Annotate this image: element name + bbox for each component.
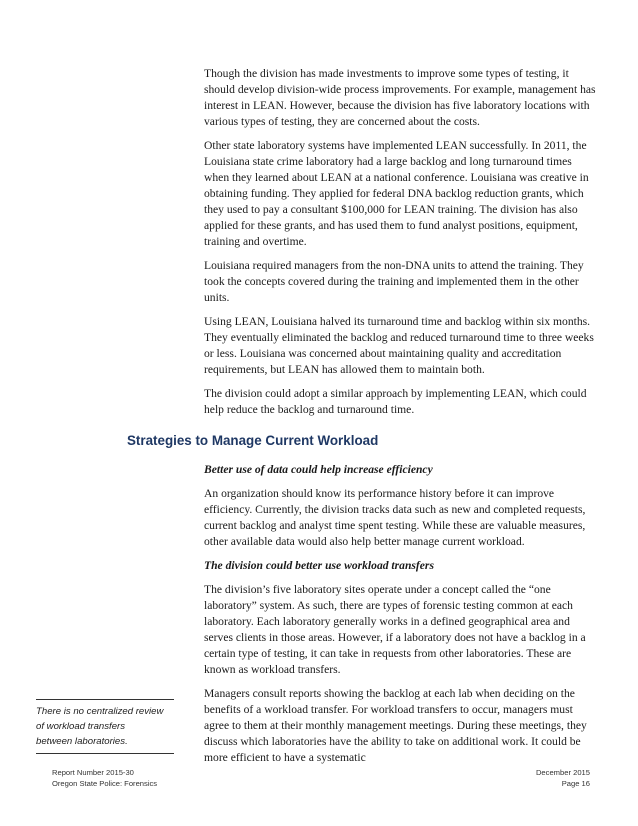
subsection-heading-transfers: The division could better use workload transfers bbox=[204, 559, 434, 572]
footer-left bbox=[52, 767, 157, 789]
paragraph-louisiana-funding: Other state laboratory systems have implemented LEAN successfully. In 2011, the Louisiana state crime laboratory had a large backlog and long turnaround times when they learned about LEAN at a national conference. Louisiana was creative in obtaining funding. They applied for federal DNA backlog reduction grants, which they used to pay a consultant $100,000 for LEAN training. The division has also applied for these grants, and has used them to fund analyst positions, equipment, training and overtime. bbox=[204, 139, 589, 248]
body-text-lower bbox=[204, 462, 596, 774]
paragraph-louisiana-training: Louisiana required managers from the non-DNA units to attend the training. They took the concepts covered during the training and implemented them in the other units. bbox=[204, 259, 584, 304]
paragraph-management-meetings: Managers consult reports showing the backlog at each lab when deciding on the benefits of a workload transfer. For workload transfers to occur, managers must agree to them at their monthly management meetings. During these meetings, they discuss which laboratories have the ability to take on additional work. It could be more efficient to have a systematic bbox=[204, 687, 587, 764]
footer-report-number: Report Number 2015-30 bbox=[52, 768, 134, 777]
footer-date: December 2015 bbox=[535, 768, 590, 777]
paragraph-louisiana-results: Using LEAN, Louisiana halved its turnaround time and backlog within six months. They eventually eliminated the backlog and reduced turnaround time to three weeks or less. Louisiana was concerned about maintaining quality and accreditation requirements, but LEAN has allowed them to maintain both. bbox=[204, 315, 594, 376]
footer-right bbox=[536, 767, 590, 789]
sidebar-line: There is no centralized review bbox=[36, 706, 164, 717]
paragraph-data-efficiency: An organization should know its performance history before it can improve efficiency. Currently, the division tracks data such as new and completed requests, current backlog and analyst time spent testing. While these are valuable measures, other available data would also help better manage current workload. bbox=[204, 487, 586, 548]
footer-report-name: Oregon State Police: Forensics bbox=[52, 779, 158, 788]
sidebar-line: between laboratories. bbox=[36, 736, 128, 747]
subsection-heading-data: Better use of data could help increase efficiency bbox=[204, 463, 433, 476]
paragraph-lean-recommendation: The division could adopt a similar approach by implementing LEAN, which could help reduce the backlog and turnaround time. bbox=[204, 387, 587, 416]
body-text-top bbox=[204, 66, 596, 426]
section-heading: Strategies to Manage Current Workload bbox=[127, 433, 379, 448]
sidebar-callout bbox=[36, 699, 174, 754]
paragraph-one-laboratory: The division’s five laboratory sites operate under a concept called the “one laboratory” system. As such, there are types of forensic testing common at each laboratory. Each laboratory generally works in a defined geographical area and serves clients in those areas. However, if a laboratory does not have a backlog in a certain type of testing, it can take in requests from other laboratories. These are known as workload transfers. bbox=[204, 583, 586, 676]
footer-page-number: Page 16 bbox=[561, 779, 590, 788]
sidebar-line: of workload transfers bbox=[36, 721, 126, 732]
paragraph-lean-intro: Though the division has made investments to improve some types of testing, it should develop division-wide process improvements. For example, management has interest in LEAN. However, because the division has five laboratory locations with various types of testing, they are concerned about the costs. bbox=[204, 67, 596, 128]
